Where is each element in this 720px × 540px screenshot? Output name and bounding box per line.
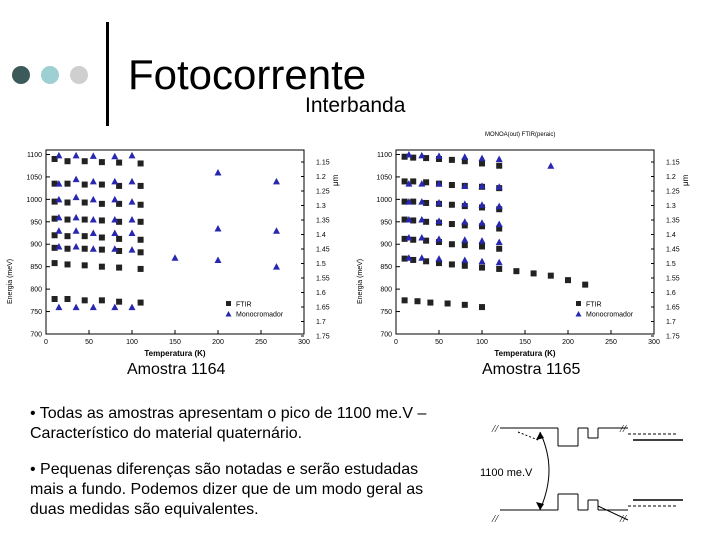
x-axis-label: Temperatura (K) bbox=[144, 349, 206, 358]
y-tick-label: 1050 bbox=[376, 174, 392, 182]
data-point-ftir bbox=[116, 265, 122, 271]
data-point-ftir bbox=[449, 221, 455, 227]
data-point-monocromador bbox=[547, 162, 554, 169]
data-point-monocromador bbox=[461, 236, 468, 243]
legend-marker-monocromador bbox=[226, 311, 232, 317]
data-point-monocromador bbox=[273, 227, 280, 234]
data-point-ftir bbox=[65, 217, 71, 223]
data-point-monocromador bbox=[73, 243, 80, 250]
legend-marker-monocromador bbox=[576, 311, 582, 317]
y2-tick-label: 1.75 bbox=[666, 333, 680, 341]
data-point-ftir bbox=[82, 217, 88, 223]
transition-arrow bbox=[540, 432, 549, 510]
data-point-ftir bbox=[65, 261, 71, 267]
data-point-ftir bbox=[462, 242, 468, 248]
data-point-ftir bbox=[99, 182, 105, 188]
y2-tick-label: 1.35 bbox=[316, 217, 330, 225]
data-point-ftir bbox=[449, 202, 455, 208]
data-point-ftir bbox=[65, 158, 71, 164]
x-tick-label: 0 bbox=[44, 339, 48, 346]
data-point-ftir bbox=[479, 243, 485, 249]
data-point-ftir bbox=[116, 160, 122, 166]
y-axis-label: Energia (meV) bbox=[7, 258, 14, 304]
y-tick-label: 900 bbox=[30, 241, 42, 249]
y2-axis-label: μm bbox=[331, 174, 340, 186]
data-point-ftir bbox=[99, 297, 105, 303]
y2-tick-label: 1.4 bbox=[316, 232, 326, 239]
data-point-monocromador bbox=[461, 256, 468, 263]
y-tick-label: 1100 bbox=[376, 151, 392, 159]
data-point-monocromador bbox=[90, 230, 97, 237]
y-tick-label: 750 bbox=[380, 309, 392, 317]
data-point-ftir bbox=[65, 200, 71, 206]
y2-tick-label: 1.75 bbox=[316, 333, 330, 341]
y-tick-label: 1100 bbox=[26, 151, 42, 159]
data-point-ftir bbox=[99, 235, 105, 241]
y2-tick-label: 1.6 bbox=[316, 290, 326, 297]
y2-tick-label: 1.2 bbox=[316, 174, 326, 181]
y2-tick-label: 1.45 bbox=[316, 246, 330, 254]
data-point-monocromador bbox=[479, 155, 486, 162]
y2-tick-label: 1.5 bbox=[666, 261, 676, 268]
x-tick-label: 50 bbox=[435, 339, 443, 346]
y2-tick-label: 1.15 bbox=[316, 159, 330, 167]
data-point-ftir bbox=[138, 249, 144, 255]
x-tick-label: 200 bbox=[562, 339, 574, 346]
y2-axis-label: μm bbox=[681, 174, 690, 186]
legend-label: FTIR bbox=[586, 301, 602, 309]
data-point-monocromador bbox=[496, 221, 503, 228]
data-point-ftir bbox=[415, 298, 421, 304]
energy-label: 1100 me.V bbox=[480, 467, 533, 479]
y-tick-label: 1000 bbox=[26, 196, 42, 204]
data-point-monocromador bbox=[418, 254, 425, 261]
data-point-monocromador bbox=[215, 225, 222, 232]
legend-marker-ftir bbox=[226, 301, 231, 306]
data-point-ftir bbox=[82, 297, 88, 303]
data-point-ftir bbox=[82, 246, 88, 252]
data-point-ftir bbox=[496, 266, 502, 272]
y2-tick-label: 1.3 bbox=[316, 203, 326, 210]
band-diagram bbox=[478, 410, 688, 530]
data-point-monocromador bbox=[90, 245, 97, 252]
data-point-ftir bbox=[99, 217, 105, 223]
data-point-ftir bbox=[82, 158, 88, 164]
data-point-monocromador bbox=[55, 152, 62, 159]
data-point-monocromador bbox=[55, 304, 62, 311]
x-tick-label: 250 bbox=[255, 339, 267, 346]
y2-tick-label: 1.25 bbox=[666, 188, 680, 196]
svg-text://: // bbox=[620, 423, 627, 435]
x-tick-label: 100 bbox=[476, 339, 488, 346]
y2-tick-label: 1.4 bbox=[666, 232, 676, 239]
x-tick-label: 150 bbox=[519, 339, 531, 346]
y-tick-label: 800 bbox=[380, 286, 392, 294]
data-point-ftir bbox=[65, 233, 71, 239]
data-point-ftir bbox=[65, 246, 71, 252]
data-point-ftir bbox=[116, 299, 122, 305]
data-point-monocromador bbox=[129, 246, 136, 253]
y2-tick-label: 1.5 bbox=[316, 261, 326, 268]
data-point-monocromador bbox=[436, 152, 443, 158]
y2-tick-label: 1.65 bbox=[666, 304, 680, 312]
x-tick-label: 250 bbox=[605, 339, 617, 346]
y2-tick-label: 1.55 bbox=[316, 275, 330, 283]
data-point-ftir bbox=[138, 183, 144, 189]
legend-marker-ftir bbox=[576, 301, 581, 306]
x-tick-label: 100 bbox=[126, 339, 138, 346]
bullet-2: • Pequenas diferenças são notadas e serão estudadas mais a fundo. Podemos dizer que de um modo geral as duas medidas são equivalentes. bbox=[30, 461, 424, 518]
y2-tick-label: 1.45 bbox=[666, 246, 680, 254]
y-tick-label: 750 bbox=[30, 309, 42, 317]
data-point-monocromador bbox=[436, 235, 443, 242]
data-point-ftir bbox=[116, 236, 122, 242]
data-point-monocromador bbox=[273, 263, 280, 270]
data-point-ftir bbox=[65, 181, 71, 187]
data-point-ftir bbox=[99, 264, 105, 270]
svg-text://: // bbox=[620, 513, 627, 525]
y-tick-label: 850 bbox=[30, 264, 42, 272]
y-tick-label: 950 bbox=[380, 219, 392, 227]
title-divider bbox=[106, 22, 109, 126]
sample-label-1165: Amostra 1165 bbox=[482, 361, 581, 378]
data-point-ftir bbox=[445, 300, 451, 306]
plot-frame bbox=[396, 150, 654, 334]
legend-label: Monocromador bbox=[586, 311, 634, 319]
data-point-ftir bbox=[138, 237, 144, 243]
data-point-monocromador bbox=[73, 304, 80, 311]
data-point-monocromador bbox=[479, 219, 486, 226]
data-point-ftir bbox=[479, 304, 485, 310]
x-tick-label: 50 bbox=[85, 339, 93, 346]
y-tick-label: 800 bbox=[30, 286, 42, 294]
data-point-monocromador bbox=[129, 216, 136, 223]
data-point-ftir bbox=[582, 282, 588, 288]
data-point-ftir bbox=[82, 262, 88, 268]
decor-dot-teal bbox=[41, 66, 59, 84]
y2-tick-label: 1.55 bbox=[666, 275, 680, 283]
data-point-ftir bbox=[65, 296, 71, 302]
data-point-ftir bbox=[479, 160, 485, 166]
data-point-monocromador bbox=[73, 152, 80, 159]
data-point-ftir bbox=[513, 268, 519, 274]
data-point-monocromador bbox=[496, 203, 503, 210]
y2-tick-label: 1.65 bbox=[316, 304, 330, 312]
data-point-monocromador bbox=[461, 218, 468, 225]
data-point-ftir bbox=[479, 265, 485, 271]
x-tick-label: 200 bbox=[212, 339, 224, 346]
data-point-ftir bbox=[138, 266, 144, 272]
data-point-monocromador bbox=[90, 216, 97, 223]
data-point-ftir bbox=[138, 300, 144, 306]
data-point-monocromador bbox=[273, 178, 280, 185]
data-point-monocromador bbox=[215, 169, 222, 176]
data-point-ftir bbox=[138, 219, 144, 225]
legend-label: FTIR bbox=[236, 301, 252, 309]
chart-title: MONOA(out) FTIR(peraic) bbox=[485, 132, 556, 138]
x-tick-label: 150 bbox=[169, 339, 181, 346]
data-point-monocromador bbox=[55, 227, 62, 234]
chart-amostra-1165 bbox=[354, 126, 694, 366]
data-point-monocromador bbox=[111, 230, 118, 237]
data-point-ftir bbox=[82, 200, 88, 206]
data-point-monocromador bbox=[479, 237, 486, 244]
data-point-monocromador bbox=[73, 227, 80, 234]
data-point-ftir bbox=[449, 157, 455, 163]
data-point-ftir bbox=[402, 297, 408, 303]
y-tick-label: 900 bbox=[380, 241, 392, 249]
data-point-monocromador bbox=[129, 152, 136, 159]
page-title: Fotocorrente bbox=[128, 51, 367, 98]
data-point-ftir bbox=[402, 178, 408, 184]
data-point-monocromador bbox=[496, 155, 503, 162]
y-tick-label: 950 bbox=[30, 219, 42, 227]
data-point-monocromador bbox=[111, 153, 118, 160]
legend-label: Monocromador bbox=[236, 311, 284, 319]
y2-tick-label: 1.3 bbox=[666, 203, 676, 210]
data-point-monocromador bbox=[73, 214, 80, 221]
conduction-band bbox=[500, 428, 683, 446]
data-point-ftir bbox=[462, 302, 468, 308]
y2-tick-label: 1.2 bbox=[666, 174, 676, 181]
y-tick-label: 1050 bbox=[26, 174, 42, 182]
x-tick-label: 0 bbox=[394, 339, 398, 346]
data-point-ftir bbox=[52, 260, 58, 266]
data-point-monocromador bbox=[479, 258, 486, 265]
data-point-monocromador bbox=[111, 178, 118, 185]
data-point-ftir bbox=[138, 160, 144, 166]
data-point-ftir bbox=[410, 178, 416, 184]
y-axis-label: Energia (meV) bbox=[357, 258, 364, 304]
data-point-ftir bbox=[496, 246, 502, 252]
bullet-1: • Todas as amostras apresentam o pico de 1100 me.V – Característico do material quaternário. bbox=[30, 405, 427, 442]
data-point-ftir bbox=[99, 159, 105, 165]
data-point-ftir bbox=[449, 261, 455, 267]
y2-tick-label: 1.6 bbox=[666, 290, 676, 297]
data-point-ftir bbox=[462, 263, 468, 269]
data-point-ftir bbox=[496, 163, 502, 169]
y2-tick-label: 1.7 bbox=[316, 319, 326, 326]
page-subtitle: Interbanda bbox=[305, 94, 406, 117]
data-point-monocromador bbox=[129, 304, 136, 311]
y-tick-label: 700 bbox=[380, 331, 392, 339]
x-axis-label: Temperatura (K) bbox=[494, 349, 556, 358]
data-point-monocromador bbox=[436, 255, 443, 261]
data-point-monocromador bbox=[496, 239, 503, 246]
data-point-monocromador bbox=[90, 152, 97, 158]
decor-dot-dark bbox=[12, 66, 30, 84]
data-point-ftir bbox=[427, 300, 433, 306]
data-point-monocromador bbox=[90, 178, 97, 185]
data-point-monocromador bbox=[90, 196, 97, 203]
data-point-monocromador bbox=[172, 254, 179, 261]
y-tick-label: 1000 bbox=[376, 196, 392, 204]
data-point-ftir bbox=[99, 247, 105, 253]
chart-amostra-1164 bbox=[4, 126, 348, 366]
data-point-monocromador bbox=[129, 230, 136, 237]
x-tick-label: 300 bbox=[648, 339, 660, 346]
data-point-ftir bbox=[99, 201, 105, 207]
data-point-ftir bbox=[531, 270, 537, 276]
data-point-monocromador bbox=[73, 176, 80, 183]
data-point-monocromador bbox=[461, 153, 468, 160]
sample-label-1164: Amostra 1164 bbox=[127, 361, 226, 378]
y-tick-label: 850 bbox=[380, 264, 392, 272]
data-point-monocromador bbox=[418, 234, 425, 241]
data-point-ftir bbox=[449, 182, 455, 188]
data-point-monocromador bbox=[129, 178, 136, 185]
data-point-ftir bbox=[82, 233, 88, 239]
y2-tick-label: 1.15 bbox=[666, 159, 680, 167]
y2-tick-label: 1.7 bbox=[666, 319, 676, 326]
data-point-monocromador bbox=[129, 198, 136, 205]
data-point-ftir bbox=[449, 241, 455, 247]
data-point-ftir bbox=[565, 277, 571, 283]
svg-text://: // bbox=[492, 513, 499, 525]
plot-frame bbox=[46, 150, 304, 334]
y2-tick-label: 1.35 bbox=[666, 217, 680, 225]
data-point-ftir bbox=[548, 273, 554, 279]
data-point-ftir bbox=[138, 202, 144, 208]
data-point-monocromador bbox=[90, 304, 97, 311]
data-point-ftir bbox=[82, 182, 88, 188]
data-point-monocromador bbox=[215, 256, 222, 263]
decor-dot-gray bbox=[70, 66, 88, 84]
data-point-monocromador bbox=[73, 194, 80, 201]
x-tick-label: 300 bbox=[298, 339, 310, 346]
data-point-monocromador bbox=[496, 259, 503, 266]
y2-tick-label: 1.25 bbox=[316, 188, 330, 196]
data-point-monocromador bbox=[111, 196, 118, 203]
y-tick-label: 700 bbox=[30, 331, 42, 339]
svg-text://: // bbox=[492, 423, 499, 435]
data-point-ftir bbox=[52, 296, 58, 302]
